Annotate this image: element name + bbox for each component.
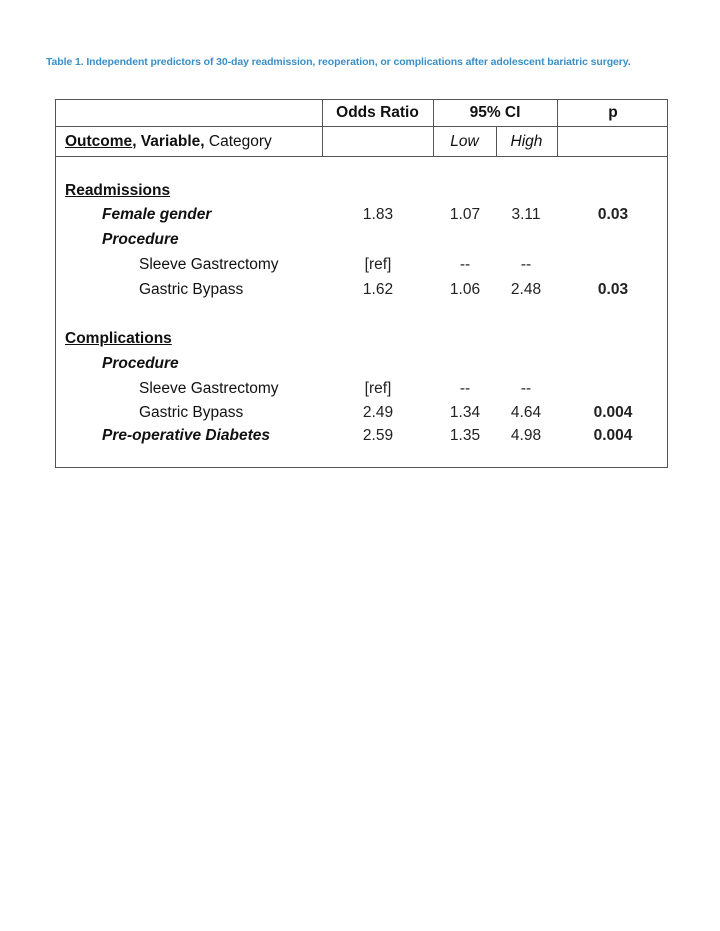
ci-low-value: --	[459, 256, 471, 273]
header-outcome: Outcome	[65, 133, 133, 150]
header-bottom-divider	[56, 156, 667, 157]
header-95-ci: 95% CI	[469, 104, 521, 121]
p-value: 0.004	[593, 404, 633, 421]
outcome-complications: Complications	[65, 330, 172, 347]
category-label: Gastric Bypass	[139, 404, 244, 421]
variable-label: Female gender	[102, 206, 212, 223]
variable-label: Pre-operative Diabetes	[102, 427, 270, 444]
outcome-readmissions: Readmissions	[65, 182, 171, 199]
header-high: High	[510, 133, 543, 150]
ci-low-value: --	[459, 380, 471, 397]
ci-low-value: 1.35	[449, 427, 481, 444]
header-variable: Variable,	[136, 133, 205, 150]
header-divider	[56, 126, 667, 127]
header-low: Low	[450, 133, 479, 150]
category-label: Sleeve Gastrectomy	[139, 256, 279, 273]
ci-low-value: 1.07	[449, 206, 481, 223]
results-table	[55, 99, 668, 468]
variable-label: Procedure	[102, 355, 179, 372]
ci-high-value: --	[520, 380, 532, 397]
ci-low-value: 1.34	[449, 404, 481, 421]
odds-ratio-value: [ref]	[364, 256, 392, 273]
p-value: 0.03	[597, 281, 629, 298]
category-label: Gastric Bypass	[139, 281, 244, 298]
category-label: Sleeve Gastrectomy	[139, 380, 279, 397]
ci-high-value: --	[520, 256, 532, 273]
table-caption: Table 1. Independent predictors of 30-day readmission, reoperation, or complications after adolescent bariatric surgery.	[46, 56, 631, 68]
header-outcome-variable-category: Outcome, Variable, Category	[65, 133, 272, 150]
ci-high-value: 3.11	[511, 206, 541, 223]
p-value: 0.03	[597, 206, 629, 223]
header-odds-ratio: Odds Ratio	[336, 104, 419, 121]
header-p: p	[608, 104, 618, 121]
ci-low-value: 1.06	[449, 281, 481, 298]
odds-ratio-value: 2.59	[362, 427, 394, 444]
p-value: 0.004	[593, 427, 633, 444]
ci-high-value: 4.64	[510, 404, 542, 421]
odds-ratio-value: 2.49	[362, 404, 394, 421]
odds-ratio-value: [ref]	[364, 380, 392, 397]
ci-high-value: 4.98	[510, 427, 542, 444]
odds-ratio-value: 1.62	[362, 281, 394, 298]
variable-label: Procedure	[102, 231, 179, 248]
odds-ratio-value: 1.83	[362, 206, 394, 223]
ci-high-value: 2.48	[510, 281, 542, 298]
header-category: Category	[204, 133, 272, 150]
